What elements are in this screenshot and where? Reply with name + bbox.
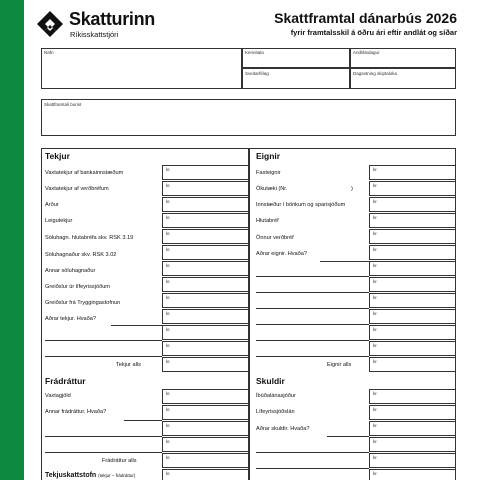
fradrattur-amount-field[interactable] — [162, 405, 249, 420]
eignir-total-label: Eignir alls — [327, 362, 352, 368]
eignir-amount-field[interactable] — [369, 341, 456, 356]
currency-label: kr. — [373, 167, 378, 172]
currency-label: kr. — [166, 247, 171, 252]
tekjuskattstofn-label: Tekjuskattstofn — [45, 472, 97, 479]
skuldir-amount-field[interactable] — [369, 453, 456, 468]
eignir-amount-field[interactable] — [369, 197, 456, 212]
currency-label: kr. — [166, 279, 171, 284]
write-in-line[interactable] — [256, 452, 369, 453]
write-in-line[interactable] — [124, 420, 162, 421]
currency-label: kr. — [166, 199, 171, 204]
skuldir-amount-field[interactable] — [369, 437, 456, 452]
skatturinn-emblem-icon — [36, 10, 64, 38]
eignir-total-field[interactable] — [369, 357, 456, 372]
eignir-row-label: Önnur verðbréf — [256, 235, 294, 241]
skatturinn-logo — [36, 9, 186, 43]
skuldir-amount-field[interactable] — [369, 421, 456, 436]
tekjur-row-label: Leigutekjur — [45, 218, 73, 224]
eignir-amount-field[interactable] — [369, 261, 456, 276]
currency-label: kr. — [166, 327, 171, 332]
currency-label: kr. — [166, 359, 171, 364]
tekjur-row-label: Arður — [45, 202, 59, 208]
currency-label: kr. — [373, 295, 378, 300]
form-subtitle: fyrir framtalsskil á öðru ári eftir andlát og síðar — [290, 28, 457, 37]
tekjur-row-label: Vaxtatekjur af verðbréfum — [45, 186, 109, 192]
dagsetning-label: Dagsetning skiptaloka — [353, 71, 398, 76]
eignir-paren: ) — [351, 186, 353, 192]
brand-subtitle: Ríkisskattstjóri — [70, 30, 119, 39]
currency-label: kr. — [373, 423, 378, 428]
write-in-line[interactable] — [256, 340, 369, 341]
eignir-amount-field[interactable] — [369, 309, 456, 324]
currency-label: kr. — [166, 215, 171, 220]
currency-label: kr. — [166, 295, 171, 300]
currency-label: kr. — [166, 311, 171, 316]
fradrattur-total-label: Frádráttur alls — [102, 458, 137, 464]
currency-label: kr. — [373, 279, 378, 284]
write-in-line[interactable] — [320, 261, 369, 262]
write-in-line[interactable] — [256, 324, 369, 325]
currency-label: kr. — [166, 455, 171, 460]
tekjuskattstofn-note: (tekjur – frádráttur) — [98, 473, 136, 478]
currency-label: kr. — [373, 359, 378, 364]
currency-label: kr. — [373, 311, 378, 316]
andlatsdagur-label: Andlátsdagur — [353, 50, 380, 55]
form-title: Skattframtal dánarbús 2026 — [274, 10, 457, 26]
currency-label: kr. — [373, 439, 378, 444]
eignir-amount-field[interactable] — [369, 293, 456, 308]
fradrattur-title: Frádráttur — [45, 376, 86, 386]
skuldir-row-label: Lífeyrissjóðslán — [256, 409, 295, 415]
eignir-amount-field[interactable] — [369, 229, 456, 244]
eignir-row-label: Hlutabréf — [256, 218, 279, 224]
currency-label: kr. — [373, 391, 378, 396]
sveitarfelag-label: Sveitarfélag — [245, 71, 269, 76]
tekjur-amount-field[interactable] — [162, 245, 249, 260]
skuldir-row-label: Aðrar skuldir. Hvaða? — [256, 426, 310, 432]
form-page — [24, 0, 480, 480]
currency-label: kr. — [373, 263, 378, 268]
skuldir-title: Skuldir — [256, 376, 285, 386]
currency-label: kr. — [373, 231, 378, 236]
kennitala-label: Kennitala — [245, 50, 264, 55]
write-in-line[interactable] — [45, 452, 162, 453]
skuldir-amount-field[interactable] — [369, 469, 456, 480]
currency-label: kr. — [373, 199, 378, 204]
tekjur-amount-field[interactable] — [162, 277, 249, 292]
write-in-line[interactable] — [45, 356, 162, 357]
fradrattur-row-label: Annar frádráttur. Hvaða? — [45, 409, 107, 415]
eignir-row-label: Innstæður í bönkum og sparisjóðum — [256, 202, 346, 208]
nafn-field[interactable] — [41, 48, 242, 89]
currency-label: kr. — [373, 343, 378, 348]
tekjur-total-field[interactable] — [162, 357, 249, 372]
eignir-title: Eignir — [256, 151, 281, 161]
tekjur-row-label: Söluhagn. hlutabréfa skv. RSK 3.19 — [45, 235, 134, 241]
tekjur-amount-field[interactable] — [162, 213, 249, 228]
currency-label: kr. — [166, 407, 171, 412]
eignir-row-label: Ökutæki (Nr. — [256, 186, 288, 192]
green-side-stripe — [0, 0, 24, 480]
currency-label: kr. — [373, 455, 378, 460]
tekjur-amount-field[interactable] — [162, 293, 249, 308]
write-in-line[interactable] — [256, 292, 369, 293]
tekjur-row-label: Aðrar tekjur. Hvaða? — [45, 316, 96, 322]
currency-label: kr. — [166, 471, 171, 476]
write-in-line[interactable] — [256, 308, 369, 309]
fradrattur-amount-field[interactable] — [162, 389, 249, 404]
tekjur-amount-field[interactable] — [162, 341, 249, 356]
tekjuskattstofn-title — [45, 472, 135, 479]
tekjur-amount-field[interactable] — [162, 165, 249, 180]
fradrattur-amount-field[interactable] — [162, 421, 249, 436]
skuldir-amount-field[interactable] — [369, 405, 456, 420]
tekjur-amount-field[interactable] — [162, 181, 249, 196]
tekjuskattstofn-field[interactable] — [162, 469, 249, 480]
eignir-amount-field[interactable] — [369, 325, 456, 340]
write-in-line[interactable] — [256, 276, 369, 277]
currency-label: kr. — [166, 263, 171, 268]
tekjur-title: Tekjur — [45, 151, 70, 161]
skuldir-amount-field[interactable] — [369, 389, 456, 404]
write-in-line[interactable] — [327, 436, 369, 437]
tekjur-row-label: Annar söluhagnaður — [45, 268, 96, 274]
currency-label: kr. — [373, 471, 378, 476]
skattframtal-field[interactable] — [41, 99, 456, 136]
eignir-amount-field[interactable] — [369, 245, 456, 260]
currency-label: kr. — [373, 407, 378, 412]
fradrattur-amount-field[interactable] — [162, 437, 249, 452]
currency-label: kr. — [166, 183, 171, 188]
tekjur-amount-field[interactable] — [162, 309, 249, 324]
eignir-amount-field[interactable] — [369, 165, 456, 180]
tekjur-amount-field[interactable] — [162, 229, 249, 244]
eignir-amount-field[interactable] — [369, 213, 456, 228]
write-in-line[interactable] — [256, 356, 369, 357]
currency-label: kr. — [166, 439, 171, 444]
currency-label: kr. — [373, 327, 378, 332]
currency-label: kr. — [166, 391, 171, 396]
write-in-line[interactable] — [45, 340, 162, 341]
skuldir-row-label: Íbúðalánasjóður — [256, 393, 296, 399]
currency-label: kr. — [166, 343, 171, 348]
tekjur-amount-field[interactable] — [162, 261, 249, 276]
tekjur-amount-field[interactable] — [162, 197, 249, 212]
fradrattur-row-label: Vaxtagjöld — [45, 393, 71, 399]
tekjur-row-label: Söluhagnaður skv. RSK 3.02 — [45, 252, 117, 258]
eignir-amount-field[interactable] — [369, 277, 456, 292]
currency-label: kr. — [373, 247, 378, 252]
tekjur-row-label: Greiðslur úr lífeyrissjóðum — [45, 284, 110, 290]
write-in-line[interactable] — [45, 436, 162, 437]
tekjur-row-label: Greiðslur frá Tryggingastofnun — [45, 300, 121, 306]
currency-label: kr. — [373, 215, 378, 220]
currency-label: kr. — [373, 183, 378, 188]
tekjur-amount-field[interactable] — [162, 325, 249, 340]
write-in-line[interactable] — [111, 325, 162, 326]
brand-name: Skatturinn — [69, 9, 156, 29]
eignir-amount-field[interactable] — [369, 181, 456, 196]
currency-label: kr. — [166, 167, 171, 172]
eignir-row-label: Aðrar eignir. Hvaða? — [256, 251, 307, 257]
tekjur-total-label: Tekjur alls — [116, 362, 141, 368]
fradrattur-total-field[interactable] — [162, 453, 249, 468]
skattframtal-label: Skattframtali borist — [44, 102, 82, 107]
tekjur-row-label: Vaxtatekjur af bankainnstæðum — [45, 170, 124, 176]
currency-label: kr. — [166, 423, 171, 428]
currency-label: kr. — [166, 231, 171, 236]
nafn-label: Nafn — [44, 50, 54, 55]
eignir-row-label: Fasteignir — [256, 170, 281, 176]
write-in-line[interactable] — [256, 468, 369, 469]
